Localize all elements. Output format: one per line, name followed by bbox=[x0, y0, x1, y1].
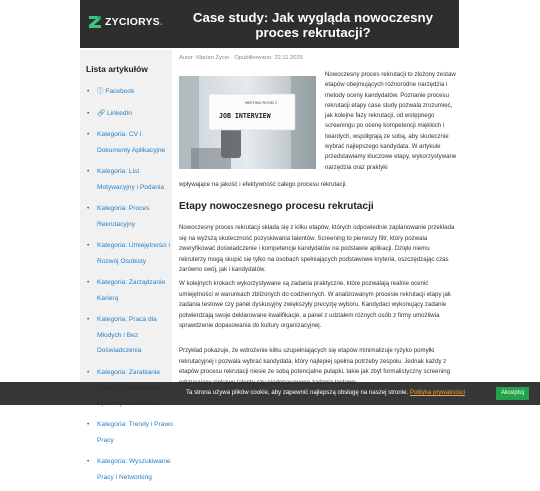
job-interview-image bbox=[179, 76, 316, 169]
page bbox=[80, 0, 459, 481]
article-paragraph: W kolejnych krokach wykorzystywane są zadania praktyczne, które pozwalają realnie ocenić umiejętności w warunkach zbliżonych do codziennych. W analizowanym procesie rekrutacji etapy jak zadania testowe czy panel dyskusyjny zwiększyły precyzję wyboru. Kandydaci wykonujący zadanie potwierdzają swoje deklarowane kwalifikacje, a panel z udziałem różnych osób z firmy umożliwia sprawdzenie dopasowania do kultury organizacyjnej. bbox=[179, 280, 451, 329]
privacy-policy-link[interactable]: Polityka prywatności bbox=[409, 389, 466, 396]
section-heading: Etapy nowoczesnego procesu rekrutacji bbox=[179, 201, 374, 212]
sidebar-title: Lista artykułów bbox=[86, 64, 148, 74]
article-paragraph: Przykład pokazuje, że wdrożenie kilku uzupełniających się etapów minimalizuje ryzyko pomyłki rekrutacyjnej i pozwala wybrać kandydata, który najlepiej spełnia potrzeby zespołu. Jednak każdy z etapów procesu rekrutacji niesie ze sobą potencjalne pułapki, takie jak zbyt formalistyczny screening bbox=[179, 347, 450, 375]
sidebar-item-trendy[interactable]: • Kategoria: Trendy i Prawo Pracy bbox=[87, 417, 173, 448]
image-card-top-text: MEETING ROOM 1 bbox=[245, 101, 278, 105]
sidebar bbox=[80, 50, 173, 481]
cookie-banner bbox=[0, 382, 540, 405]
accept-cookies-button[interactable]: Akceptuj bbox=[496, 387, 529, 400]
article-list bbox=[87, 84, 173, 491]
sidebar-link-linkedin[interactable]: • 🔗 LinkedIn bbox=[87, 106, 173, 122]
article-meta: Autor: Marian Życie · Opublikowano: 22.11.2025 bbox=[179, 55, 303, 61]
logo-text: ZYCIORYS. bbox=[105, 16, 164, 28]
sidebar-item-umiejetnosci[interactable]: • Kategoria: Umiejętności i Rozwój Osobisty bbox=[87, 238, 173, 269]
zyciorys-logo-icon bbox=[88, 15, 102, 29]
sidebar-item-cv[interactable]: • Kategoria: CV i Dokumenty Aplikacyjne bbox=[87, 127, 173, 158]
cookie-text: Ta strona używa plików cookie, aby zapewnić najlepszą obsługę na naszej stronie. Polityka prywatności bbox=[186, 389, 466, 396]
article-paragraph: Nowoczesny proces rekrutacji składa się z kilku etapów, których odpowiednie zaplanowanie przekłada się na wyższą skuteczność pozyskiwania talentów. Screening to pierwszy filtr, który pozwala zweryfikować doświadczenie i kompetencje kandydatów na podstawie aplikacji. Dzięki niemu rekruterzy mogą skupić się tylko na osobach spełniających podstawowe kryteria, oszczędzając czas zarówno swój, jak i kandydatów. bbox=[179, 224, 455, 273]
page-title: Case study: Jak wygląda nowoczesny proces rekrutacji? bbox=[192, 10, 434, 40]
sidebar-item-proces-rekrutacyjny[interactable]: • Kategoria: Proces Rekrutacyjny bbox=[87, 201, 173, 232]
sidebar-link-facebook[interactable]: • ⓕ Facebook bbox=[87, 84, 173, 100]
site-logo[interactable] bbox=[88, 12, 163, 32]
sidebar-item-wyszukiwanie-pracy[interactable]: • Kategoria: Wyszukiwanie Pracy i Networking bbox=[87, 454, 173, 485]
sidebar-item-zarabianie-online[interactable]: • Kategoria: Zarabianie bbox=[87, 365, 173, 412]
site-header bbox=[80, 0, 459, 48]
sidebar-item-list-motywacyjny[interactable]: • Kategoria: List Motywacyjny i Podania bbox=[87, 164, 173, 195]
sidebar-item-praca-dla-mlodych[interactable]: • Kategoria: Praca dla Młodych i Bez Doświadczenia bbox=[87, 312, 173, 359]
sidebar-item-zarzadzanie-kariera[interactable]: • Kategoria: Zarządzanie Karierą bbox=[87, 275, 173, 306]
image-card-main-text: JOB INTERVIEW bbox=[219, 112, 271, 120]
article-intro-continued: wpływające na jakość i efektywność całego procesu rekrutacji. bbox=[179, 181, 347, 188]
article-intro: Nowoczesny proces rekrutacji to złożony zestaw etapów obejmujących różnorodne narzędzia i metody oceny kandydatów. Poznanie procesu rekrutacji etapy case study pozwala zrozumieć, jak kolejne fazy rekrutacji, od wstępnego screeningu po ocenę kompetencji miękkich i twardych, współgrają ze sobą, aby skutecznie wybrać najlepszego kandydata. W artykule przedstawiamy kluczowe etapy, wykorzystywane narzędzia oraz praktyki bbox=[325, 71, 457, 171]
article-content bbox=[179, 50, 457, 405]
